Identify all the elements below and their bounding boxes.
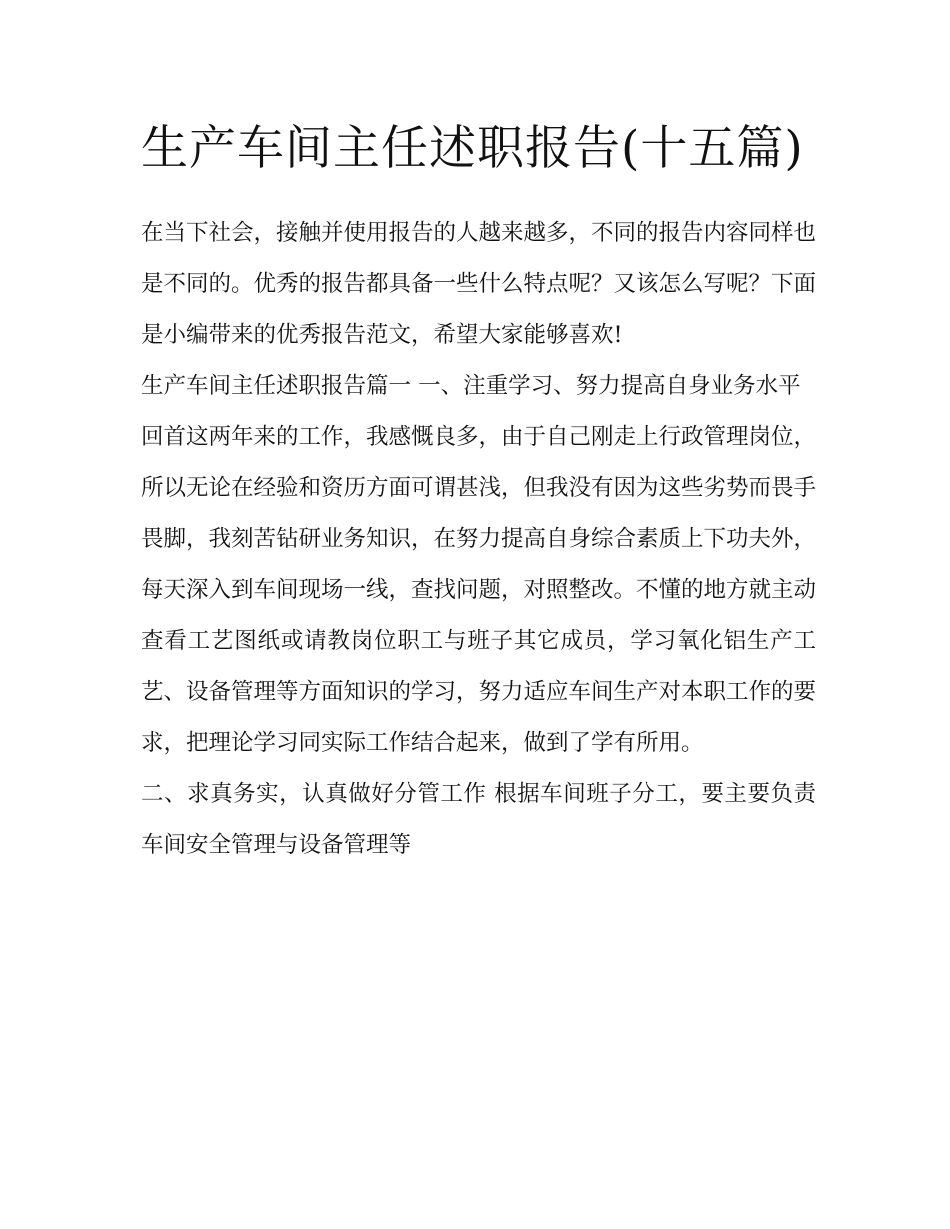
intro-paragraph: 在当下社会，接触并使用报告的人越来越多，不同的报告内容同样也是不同的。优秀的报告都具备一些什么特点呢？又该怎么写呢？下面是小编带来的优秀报告范文，希望大家能够喜欢! bbox=[141, 220, 817, 348]
section-two-heading: 二、求真务实，认真做好分管工作 根据车间班子分工，要主要负责车间安全管理与设备管理等 bbox=[141, 781, 816, 858]
section-one-heading: 生产车间主任述职报告篇一 一、注重学习、努力提高自身业务水平 bbox=[141, 373, 801, 399]
section-one-body: 回首这两年来的工作，我感慨良多，由于自己刚走上行政管理岗位，所以无论在经验和资历方面可谓甚浅，但我没有因为这些劣势而畏手畏脚，我刻苦钻研业务知识，在努力提高自身综合素质上下功夫外，每天深入到车间现场一线，查找问题，对照整改。不懂的地方就主动查看工艺图纸或请教岗位职工与班子其它成员，学习氧化铝生产工艺、设备管理等方面知识的学习，努力适应车间生产对本职工作的要求，把理论学习同实际工作结合起来，做到了学有所用。 bbox=[141, 424, 817, 756]
document-body bbox=[141, 112, 816, 871]
document-title: 生产车间主任述职报告(十五篇) bbox=[141, 121, 804, 176]
